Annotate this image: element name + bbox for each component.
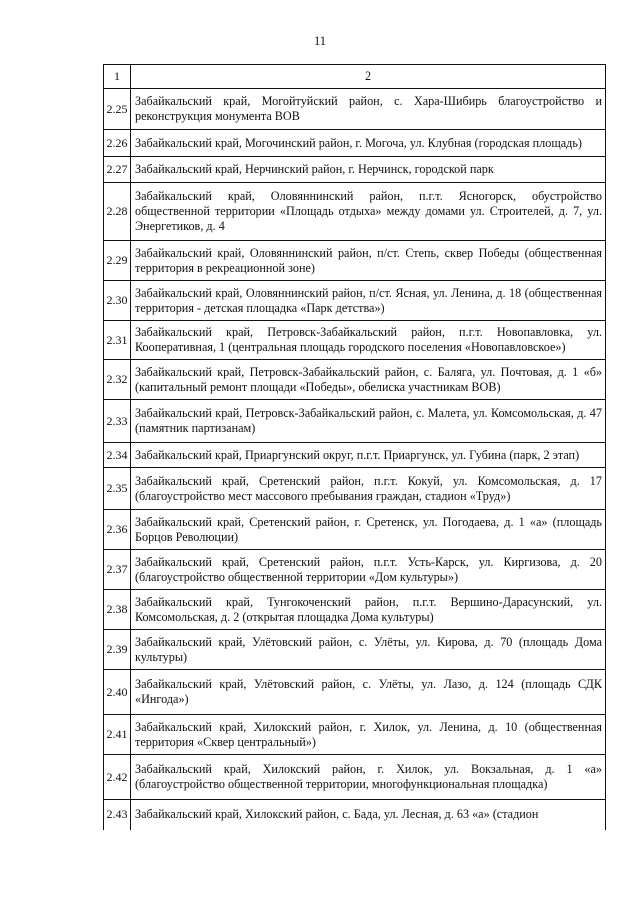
row-number: 2.32 bbox=[104, 360, 131, 400]
row-text: Забайкальский край, Петровск-Забайкальский район, с. Баляга, ул. Почтовая, д. 1 «б» (капитальный ремонт площади «Победы», обелиска участникам ВОВ) bbox=[131, 360, 606, 400]
table-row bbox=[104, 715, 606, 755]
row-number: 2.30 bbox=[104, 281, 131, 321]
row-text: Забайкальский край, Оловяннинский район, п.г.т. Ясногорск, обустройство общественной территории «Площадь отдыха» между домами ул. Строителей, д. 7, ул. Энергетиков, д. 4 bbox=[131, 183, 606, 241]
row-text: Забайкальский край, Улётовский район, с. Улёты, ул. Кирова, д. 70 (площадь Дома культуры) bbox=[131, 630, 606, 670]
table-row bbox=[104, 630, 606, 670]
table-row bbox=[104, 157, 606, 183]
row-text: Забайкальский край, Хилокский район, г. Хилок, ул. Вокзальная, д. 1 «а» (благоустройство общественной территории, многофункциональная площадка) bbox=[131, 755, 606, 800]
row-text: Забайкальский край, Оловяннинский район, п/ст. Степь, сквер Победы (общественная территория в рекреационной зоне) bbox=[131, 241, 606, 281]
row-text: Забайкальский край, Оловяннинский район, п/ст. Ясная, ул. Ленина, д. 18 (общественная территория - детская площадка «Парк детства») bbox=[131, 281, 606, 321]
table-row bbox=[104, 800, 606, 830]
table-row bbox=[104, 89, 606, 130]
row-text: Забайкальский край, Могойтуйский район, с. Хара-Шибирь благоустройство и реконструкция монумента ВОВ bbox=[131, 89, 606, 130]
row-number: 2.38 bbox=[104, 590, 131, 630]
row-number: 2.33 bbox=[104, 400, 131, 443]
row-number: 2.31 bbox=[104, 321, 131, 360]
table-header-row bbox=[104, 65, 606, 89]
row-text: Забайкальский край, Сретенский район, п.г.т. Кокуй, ул. Комсомольская, д. 17 (благоустройство мест массового пребывания граждан, стадион «Труд») bbox=[131, 468, 606, 510]
header-col-1: 1 bbox=[104, 65, 131, 89]
table-row bbox=[104, 281, 606, 321]
table-row bbox=[104, 550, 606, 590]
row-number: 2.34 bbox=[104, 443, 131, 468]
table-row bbox=[104, 590, 606, 630]
row-text: Забайкальский край, Сретенский район, п.г.т. Усть-Карск, ул. Киргизова, д. 20 (благоустройство общественной территории «Дом культуры») bbox=[131, 550, 606, 590]
row-number: 2.25 bbox=[104, 89, 131, 130]
row-text: Забайкальский край, Петровск-Забайкальский район, с. Малета, ул. Комсомольская, д. 47 (памятник партизанам) bbox=[131, 400, 606, 443]
header-col-2: 2 bbox=[131, 65, 606, 89]
table-row bbox=[104, 755, 606, 800]
row-text: Забайкальский край, Улётовский район, с. Улёты, ул. Лазо, д. 124 (площадь СДК «Ингода») bbox=[131, 670, 606, 715]
row-number: 2.37 bbox=[104, 550, 131, 590]
row-text: Забайкальский край, Петровск-Забайкальский район, п.г.т. Новопавловка, ул. Кооперативная, 1 (центральная площадь городского поселения «Новопавловское») bbox=[131, 321, 606, 360]
table-row bbox=[104, 321, 606, 360]
row-text: Забайкальский край, Могочинский район, г. Могоча, ул. Клубная (городская площадь) bbox=[131, 130, 606, 157]
row-number: 2.36 bbox=[104, 510, 131, 550]
row-number: 2.43 bbox=[104, 800, 131, 830]
row-number: 2.27 bbox=[104, 157, 131, 183]
row-number: 2.42 bbox=[104, 755, 131, 800]
table-row bbox=[104, 400, 606, 443]
row-number: 2.28 bbox=[104, 183, 131, 241]
row-text: Забайкальский край, Хилокский район, с. Бада, ул. Лесная, д. 63 «а» (стадион bbox=[131, 800, 606, 830]
objects-table bbox=[103, 64, 606, 830]
table-row bbox=[104, 670, 606, 715]
row-number: 2.35 bbox=[104, 468, 131, 510]
row-text: Забайкальский край, Приаргунский округ, п.г.т. Приаргунск, ул. Губина (парк, 2 этап) bbox=[131, 443, 606, 468]
row-text: Забайкальский край, Тунгокоченский район, п.г.т. Вершино-Дарасунский, ул. Комсомольская, д. 2 (открытая площадка Дома культуры) bbox=[131, 590, 606, 630]
table-row bbox=[104, 468, 606, 510]
row-number: 2.39 bbox=[104, 630, 131, 670]
table-row bbox=[104, 183, 606, 241]
row-text: Забайкальский край, Сретенский район, г. Сретенск, ул. Погодаева, д. 1 «а» (площадь Борцов Революции) bbox=[131, 510, 606, 550]
row-number: 2.41 bbox=[104, 715, 131, 755]
page-number: 11 bbox=[313, 34, 327, 48]
row-text: Забайкальский край, Нерчинский район, г. Нерчинск, городской парк bbox=[131, 157, 606, 183]
table-row bbox=[104, 443, 606, 468]
table-row bbox=[104, 130, 606, 157]
table-row bbox=[104, 241, 606, 281]
table-row bbox=[104, 360, 606, 400]
row-number: 2.40 bbox=[104, 670, 131, 715]
row-number: 2.29 bbox=[104, 241, 131, 281]
table-row bbox=[104, 510, 606, 550]
row-text: Забайкальский край, Хилокский район, г. Хилок, ул. Ленина, д. 10 (общественная территория «Сквер центральный») bbox=[131, 715, 606, 755]
row-number: 2.26 bbox=[104, 130, 131, 157]
